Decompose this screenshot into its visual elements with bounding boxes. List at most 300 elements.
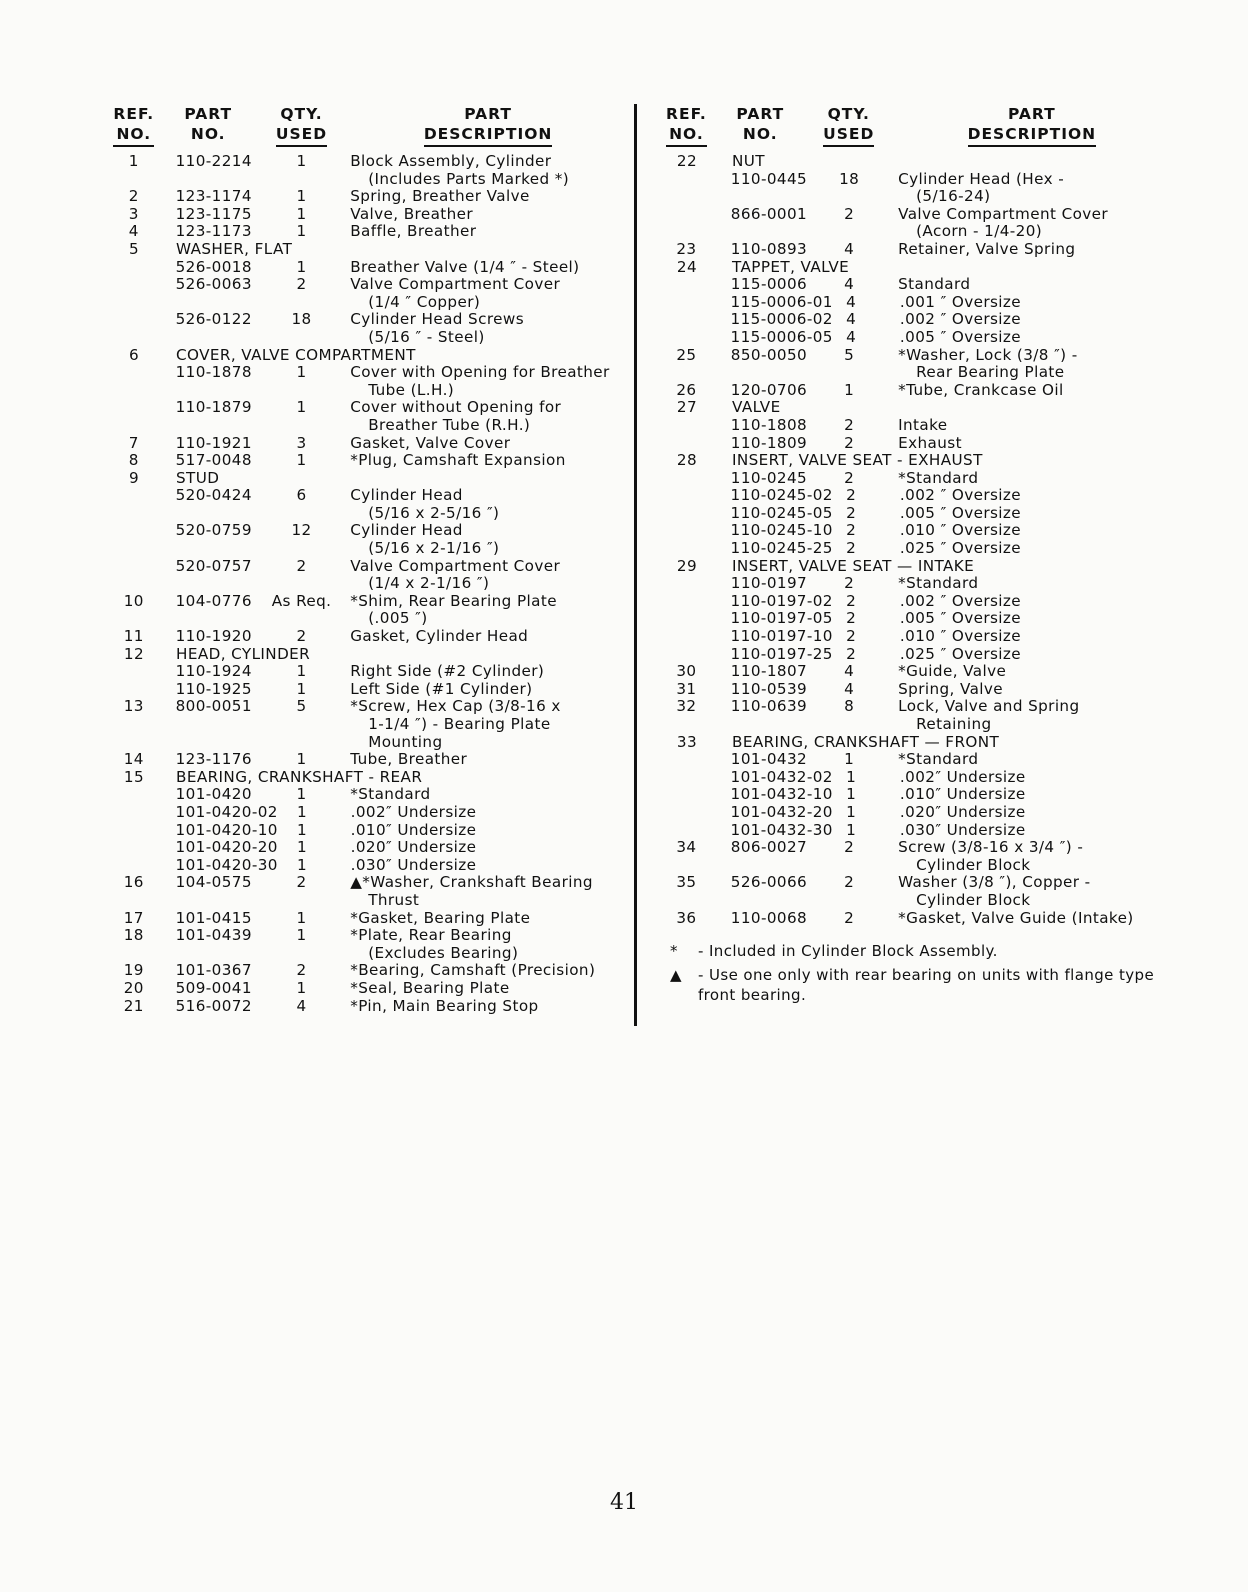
description-line: (1/4 x 2-1/16 ″) — [368, 574, 490, 593]
description-line: .001 ″ Oversize — [899, 292, 1022, 311]
table-row — [108, 980, 626, 998]
description-line: Exhaust — [898, 433, 962, 452]
description-line: Tube, Breather — [350, 750, 468, 769]
ref-number: 36 — [676, 908, 697, 927]
table-row — [666, 734, 1166, 752]
table-header: REF. NO. PART NO. QTY. USED PART DESCRIPTION — [666, 104, 1166, 146]
qty-used: 18 — [291, 310, 312, 329]
description-line: Intake — [898, 415, 948, 434]
part-number: 110-0245-10 — [730, 521, 833, 540]
table-row — [108, 364, 626, 399]
qty-used: 1 — [297, 855, 308, 874]
part-description — [346, 364, 626, 399]
table-row — [108, 698, 626, 751]
part-number: 115-0006 — [730, 275, 808, 294]
part-number: 110-0539 — [730, 679, 808, 698]
part-number: 516-0072 — [175, 996, 252, 1015]
qty-used: 2 — [844, 873, 855, 892]
description-line: *Plate, Rear Bearing — [350, 926, 512, 945]
table-row — [108, 593, 626, 628]
qty-used: 2 — [296, 627, 307, 646]
part-number: 866-0001 — [730, 204, 808, 223]
part-number: 800-0051 — [175, 697, 252, 716]
description-line: .020″ Undersize — [350, 838, 477, 857]
ref-number — [666, 628, 707, 646]
table-row — [108, 786, 626, 804]
qty-used: 4 — [846, 310, 857, 329]
qty-used: 1 — [296, 204, 307, 223]
part-number: 101-0420-02 — [175, 802, 278, 821]
ref-number — [666, 487, 707, 505]
qty-used: 1 — [297, 838, 308, 857]
part-description — [884, 276, 1166, 294]
qty-used: 5 — [296, 697, 307, 716]
description-line: Retaining — [916, 715, 992, 733]
part-description — [886, 487, 1166, 505]
qty-used: 2 — [844, 204, 855, 223]
ref-number: 8 — [128, 451, 139, 470]
part-number: 110-0197 — [730, 574, 808, 593]
part-description — [884, 839, 1166, 874]
description-line: *Gasket, Valve Guide (Intake) — [898, 908, 1134, 927]
table-row — [108, 558, 626, 593]
table-row — [666, 663, 1166, 681]
part-number: 123-1176 — [175, 750, 252, 769]
part-description — [346, 558, 626, 593]
table-row — [108, 188, 626, 206]
description-line: (.005 ″) — [368, 609, 428, 628]
ref-number — [108, 822, 160, 840]
qty-used: 1 — [297, 802, 308, 821]
qty-used: 18 — [839, 169, 860, 188]
qty-used: 1 — [846, 820, 857, 839]
description-line: Retainer, Valve Spring — [898, 239, 1076, 258]
part-description — [346, 751, 626, 769]
part-number: 526-0063 — [175, 275, 252, 294]
description-line: *Shim, Rear Bearing Plate — [350, 591, 557, 610]
table-row — [666, 294, 1166, 312]
description-line: Breather Valve (1/4 ″ - Steel) — [350, 257, 580, 276]
table-row — [108, 435, 626, 453]
part-description — [884, 347, 1166, 382]
ref-number: 20 — [123, 978, 144, 997]
ref-number — [108, 663, 160, 681]
part-number: 101-0420-30 — [175, 855, 278, 874]
part-number: 101-0432-20 — [730, 802, 833, 821]
table-row — [666, 382, 1166, 400]
ref-number — [666, 786, 707, 804]
table-body — [108, 153, 626, 1015]
part-number: 806-0027 — [730, 838, 808, 857]
part-description — [346, 153, 626, 188]
part-description — [347, 839, 626, 857]
part-number: 101-0432 — [730, 750, 808, 769]
part-description — [884, 382, 1166, 400]
ref-number — [108, 681, 160, 699]
part-number: 110-1878 — [175, 363, 252, 382]
part-description — [347, 857, 626, 875]
qty-used: 1 — [296, 152, 307, 170]
part-description — [346, 276, 626, 311]
table-row — [666, 698, 1166, 733]
part-description — [884, 751, 1166, 769]
table-row — [108, 751, 626, 769]
qty-used: 1 — [296, 363, 307, 382]
table-row — [666, 417, 1166, 435]
description-line: *Washer, Lock (3/8 ″) - — [898, 345, 1078, 364]
group-heading: TAPPET, VALVE — [732, 257, 850, 276]
description-line: *Plug, Camshaft Expansion — [350, 451, 566, 470]
description-line: Standard — [898, 275, 971, 294]
part-number: 120-0706 — [730, 380, 808, 399]
ref-number — [108, 786, 160, 804]
ref-number — [666, 593, 707, 611]
ref-number: 19 — [123, 961, 144, 980]
qty-used: 1 — [296, 750, 307, 769]
qty-used: 1 — [296, 926, 307, 945]
table-row — [666, 822, 1166, 840]
part-description — [346, 962, 626, 980]
group-heading: STUD — [176, 468, 220, 487]
ref-number: 10 — [123, 591, 144, 610]
ref-number: 27 — [676, 398, 698, 417]
table-row — [666, 505, 1166, 523]
part-description — [346, 311, 626, 346]
table-row — [666, 681, 1166, 699]
ref-number — [108, 487, 160, 522]
part-number: 526-0018 — [175, 257, 252, 276]
part-number: 101-0420-20 — [175, 838, 278, 857]
group-heading: COVER, VALVE COMPARTMENT — [176, 345, 416, 364]
ref-number: 9 — [128, 468, 140, 487]
table-row — [108, 857, 626, 875]
table-row — [108, 347, 626, 365]
part-number: 115-0006-05 — [730, 327, 833, 346]
ref-number — [666, 311, 707, 329]
part-description — [886, 505, 1166, 523]
ref-number: 28 — [676, 451, 698, 470]
description-line: *Standard — [898, 574, 979, 593]
qty-used: 1 — [296, 785, 307, 804]
part-number: 110-1924 — [175, 662, 252, 681]
table-row — [108, 241, 626, 259]
part-number: 104-0776 — [175, 591, 252, 610]
part-description — [346, 593, 626, 628]
description-line: (Excludes Bearing) — [368, 943, 519, 962]
part-description — [886, 610, 1166, 628]
part-number: 520-0757 — [175, 556, 252, 575]
part-number: 101-0367 — [175, 961, 252, 980]
ref-number — [108, 804, 160, 822]
description-line: *Guide, Valve — [898, 662, 1007, 681]
ref-number — [666, 206, 707, 241]
table-row — [666, 910, 1166, 928]
ref-number: 2 — [128, 187, 139, 206]
table-row — [666, 874, 1166, 909]
description-line: .030″ Undersize — [350, 855, 477, 874]
description-line: .010 ″ Oversize — [899, 627, 1022, 646]
part-number: 101-0439 — [175, 926, 252, 945]
description-line: Mounting — [368, 732, 443, 751]
ref-number — [666, 822, 707, 840]
qty-used: 1 — [296, 222, 307, 241]
qty-used: As Req. — [271, 591, 332, 610]
description-line: Thrust — [368, 890, 420, 909]
part-description — [884, 874, 1166, 909]
qty-used: 1 — [296, 451, 307, 470]
qty-used: 4 — [844, 662, 855, 681]
description-line: Valve Compartment Cover — [350, 275, 561, 294]
part-description — [886, 822, 1166, 840]
ref-number: 17 — [123, 908, 144, 927]
part-description — [346, 259, 626, 277]
description-line: *Seal, Bearing Plate — [350, 978, 510, 997]
part-number: 526-0122 — [175, 310, 252, 329]
qty-used: 1 — [846, 785, 857, 804]
description-line: .010″ Undersize — [350, 820, 477, 839]
ref-number: 18 — [123, 926, 144, 945]
part-number: 110-1925 — [175, 679, 252, 698]
part-number: 110-0245-05 — [730, 503, 833, 522]
ref-number: 15 — [123, 767, 145, 786]
description-line: Cylinder Head — [350, 521, 463, 540]
table-row — [666, 276, 1166, 294]
part-description — [346, 927, 626, 962]
part-description — [884, 206, 1166, 241]
description-line: .005 ″ Oversize — [899, 609, 1022, 628]
table-row — [666, 751, 1166, 769]
table-row — [666, 839, 1166, 874]
description-line: *Standard — [350, 785, 431, 804]
group-heading: BEARING, CRANKSHAFT — FRONT — [732, 732, 1000, 751]
part-number: 115-0006-02 — [730, 310, 833, 329]
ref-number: 26 — [676, 380, 697, 399]
qty-used: 1 — [844, 750, 855, 769]
description-line: Cover without Opening for — [350, 398, 562, 417]
part-number: 110-1920 — [175, 627, 252, 646]
part-description — [347, 822, 626, 840]
ref-number — [666, 435, 707, 453]
table-row — [108, 804, 626, 822]
description-line: .002″ Undersize — [350, 802, 477, 821]
ref-number — [666, 522, 707, 540]
description-line: *Gasket, Bearing Plate — [350, 908, 531, 927]
group-heading: VALVE — [732, 398, 781, 417]
table-row — [666, 487, 1166, 505]
table-row — [108, 646, 626, 664]
description-line: Rear Bearing Plate — [916, 363, 1065, 382]
table-row — [666, 628, 1166, 646]
table-row — [666, 241, 1166, 259]
description-line: Valve Compartment Cover — [350, 556, 561, 575]
description-line: (5/16 x 2-1/16 ″) — [368, 539, 500, 558]
part-number: 110-2214 — [175, 152, 252, 170]
ref-number — [666, 294, 707, 312]
part-description — [886, 540, 1166, 558]
part-number: 520-0424 — [175, 486, 252, 505]
part-description — [346, 663, 626, 681]
part-description — [886, 522, 1166, 540]
description-line: .010 ″ Oversize — [899, 521, 1022, 540]
description-line: .005 ″ Oversize — [899, 503, 1022, 522]
table-row — [108, 681, 626, 699]
qty-used: 2 — [846, 486, 857, 505]
description-line: .002″ Undersize — [899, 767, 1026, 786]
part-number: 101-0420 — [175, 785, 252, 804]
footnote — [666, 965, 1166, 1005]
group-heading: WASHER, FLAT — [176, 239, 293, 258]
part-description — [884, 575, 1166, 593]
description-line: (5/16 x 2-5/16 ″) — [368, 503, 500, 522]
qty-used: 2 — [846, 539, 857, 558]
table-row — [108, 962, 626, 980]
part-number: 110-0197-25 — [730, 644, 833, 663]
description-line: .002 ″ Oversize — [899, 486, 1022, 505]
ref-number: 22 — [676, 152, 698, 170]
part-number: 101-0415 — [175, 908, 252, 927]
ref-number — [666, 769, 707, 787]
qty-used: 8 — [844, 697, 855, 716]
ref-number — [108, 259, 160, 277]
description-line: Cylinder Head Screws — [350, 310, 525, 329]
part-number: 123-1173 — [175, 222, 252, 241]
part-number: 110-0068 — [730, 908, 808, 927]
qty-used: 4 — [844, 679, 855, 698]
part-number: 509-0041 — [175, 978, 252, 997]
part-number: 110-0245 — [730, 468, 808, 487]
description-line: Valve, Breather — [350, 204, 474, 223]
table-row — [108, 663, 626, 681]
description-line: ▲*Washer, Crankshaft Bearing — [350, 873, 593, 892]
table-row — [666, 593, 1166, 611]
part-description — [884, 435, 1166, 453]
qty-used: 4 — [846, 327, 857, 346]
ref-number: 11 — [123, 627, 144, 646]
ref-number: 4 — [128, 222, 139, 241]
qty-used: 1 — [296, 187, 307, 206]
description-line: .002 ″ Oversize — [899, 591, 1022, 610]
table-row — [666, 522, 1166, 540]
part-description — [884, 171, 1166, 206]
description-line: (5/16-24) — [916, 187, 991, 206]
qty-used: 1 — [296, 257, 307, 276]
part-description — [884, 663, 1166, 681]
description-line: Valve Compartment Cover — [898, 204, 1109, 223]
parts-table-right — [666, 104, 1166, 1009]
description-line: .025 ″ Oversize — [899, 644, 1022, 663]
ref-number — [108, 839, 160, 857]
description-line: Screw (3/8-16 x 3/4 ″) - — [898, 838, 1084, 857]
parts-table-left — [108, 104, 626, 1015]
table-row — [666, 171, 1166, 206]
description-line: 1-1/4 ″) - Bearing Plate — [368, 715, 551, 733]
qty-used: 2 — [846, 503, 857, 522]
description-line: .030″ Undersize — [899, 820, 1026, 839]
table-row — [666, 153, 1166, 171]
ref-number: 35 — [676, 873, 697, 892]
table-row — [108, 452, 626, 470]
table-row — [108, 822, 626, 840]
part-description — [886, 593, 1166, 611]
ref-number: 34 — [676, 838, 697, 857]
part-number: 850-0050 — [730, 345, 808, 364]
table-row — [666, 769, 1166, 787]
table-row — [666, 452, 1166, 470]
part-number: 110-0197-05 — [730, 609, 833, 628]
group-heading: INSERT, VALVE SEAT - EXHAUST — [732, 451, 983, 470]
table-row — [108, 874, 626, 909]
ref-number — [108, 522, 160, 557]
description-line: Cylinder Head — [350, 486, 463, 505]
part-number: 526-0066 — [730, 873, 808, 892]
ref-number: 5 — [128, 239, 140, 258]
qty-used: 12 — [291, 521, 312, 540]
qty-used: 4 — [844, 275, 855, 294]
ref-number — [666, 610, 707, 628]
ref-number — [666, 276, 707, 294]
table-row — [108, 487, 626, 522]
part-number: 110-0893 — [730, 239, 808, 258]
part-description — [346, 998, 626, 1016]
description-line: .025 ″ Oversize — [899, 539, 1022, 558]
description-line: (Includes Parts Marked *) — [368, 169, 570, 188]
part-number: 115-0006-01 — [730, 292, 833, 311]
part-description — [884, 681, 1166, 699]
table-row — [108, 399, 626, 434]
group-heading: INSERT, VALVE SEAT — INTAKE — [732, 556, 975, 575]
group-heading: NUT — [732, 152, 765, 170]
footnote — [666, 941, 1166, 961]
qty-used: 1 — [296, 398, 307, 417]
ref-number: 13 — [123, 697, 144, 716]
description-line: Baffle, Breather — [350, 222, 477, 241]
part-number: 123-1175 — [175, 204, 252, 223]
description-line: *Screw, Hex Cap (3/8-16 x — [350, 697, 561, 716]
part-description — [886, 769, 1166, 787]
ref-number — [666, 751, 707, 769]
part-number: 110-0197-10 — [730, 627, 833, 646]
description-line: .002 ″ Oversize — [899, 310, 1022, 329]
qty-used: 4 — [846, 292, 857, 311]
qty-used: 2 — [844, 838, 855, 857]
ref-number — [666, 171, 707, 206]
part-number: 101-0432-10 — [730, 785, 833, 804]
qty-used: 2 — [296, 961, 307, 980]
qty-used: 1 — [296, 662, 307, 681]
part-number: 110-0445 — [730, 169, 808, 188]
ref-number: 1 — [128, 152, 139, 170]
description-line: (5/16 ″ - Steel) — [368, 327, 485, 346]
table-row — [108, 223, 626, 241]
ref-number — [666, 417, 707, 435]
qty-used: 2 — [846, 609, 857, 628]
table-row — [666, 786, 1166, 804]
ref-number — [108, 857, 160, 875]
part-number: 104-0575 — [175, 873, 252, 892]
part-description — [346, 206, 626, 224]
table-row — [108, 769, 626, 787]
ref-number: 12 — [123, 644, 145, 663]
ref-number — [666, 540, 707, 558]
description-line: Right Side (#2 Cylinder) — [350, 662, 545, 681]
qty-used: 2 — [846, 591, 857, 610]
ref-number: 16 — [123, 873, 144, 892]
description-line: Breather Tube (R.H.) — [368, 415, 531, 434]
part-description — [347, 804, 626, 822]
footnote-mark: * — [670, 942, 678, 961]
description-line: .010″ Undersize — [899, 785, 1026, 804]
group-heading: BEARING, CRANKSHAFT - REAR — [176, 767, 423, 786]
